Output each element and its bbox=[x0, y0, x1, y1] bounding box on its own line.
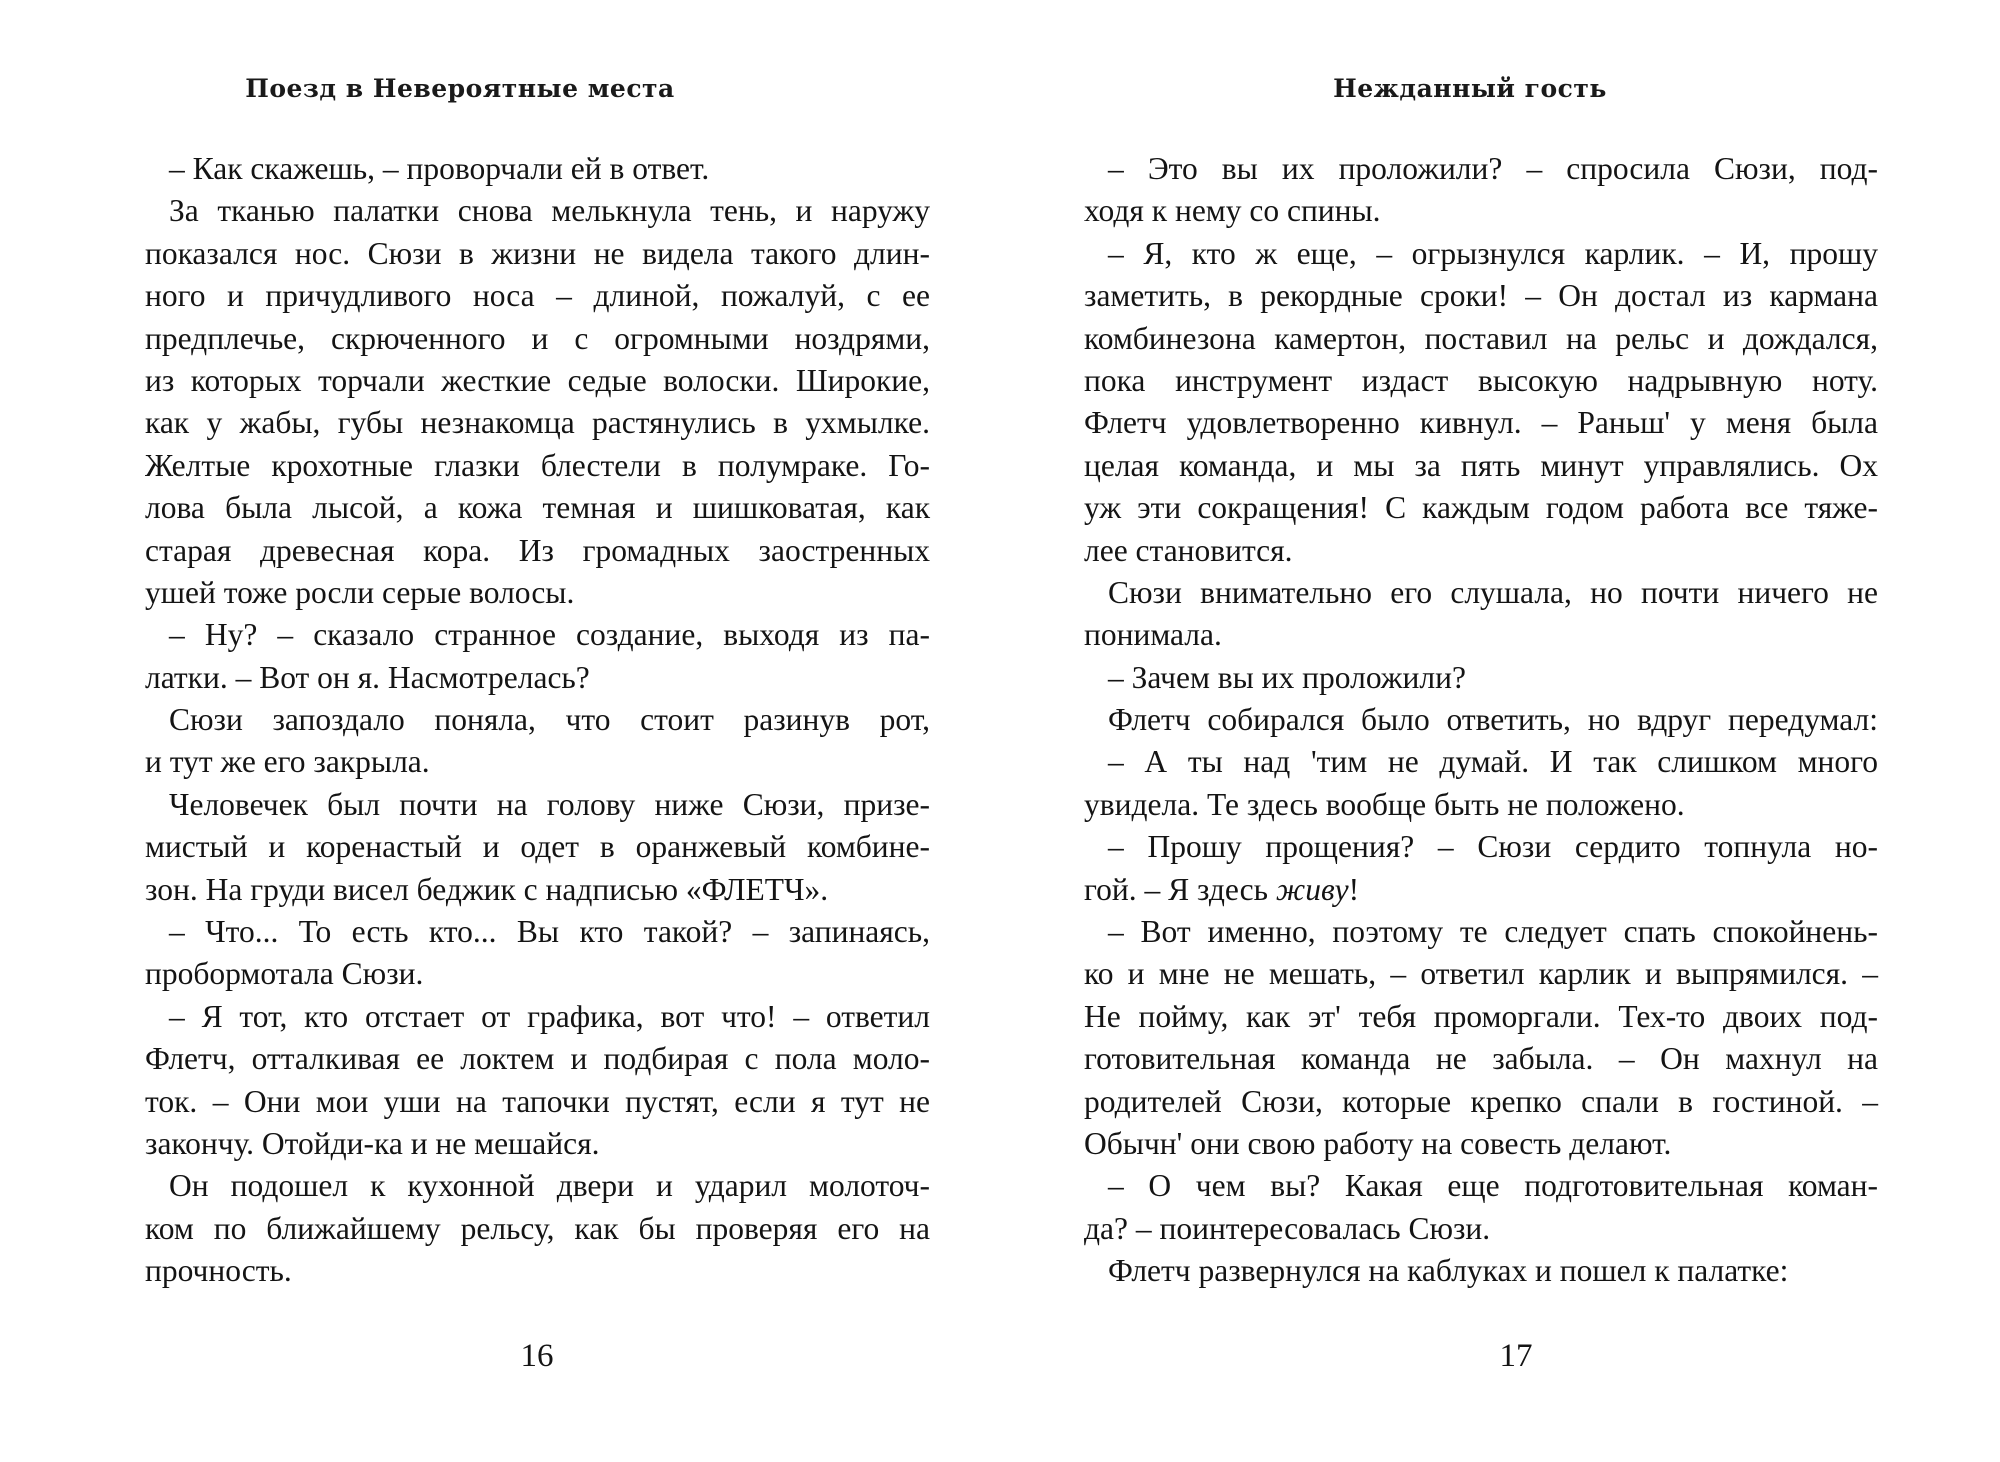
text-line: да? – поинтересовалась Сюзи. bbox=[1084, 1210, 1491, 1246]
text-line: – О чем вы? Какая еще подготовительная коман- bbox=[1108, 1168, 1878, 1204]
text-line: – Я тот, кто отстает от графика, вот что! – ответил bbox=[169, 998, 930, 1034]
left-page-number: 16 bbox=[520, 1338, 554, 1374]
text-line: ного и причудливого носа – длиной, пожалуй, с ее bbox=[145, 278, 930, 314]
text-line: – Это вы их проложили? – спросила Сюзи, под- bbox=[1108, 151, 1878, 186]
text-line: и тут же его закрыла. bbox=[145, 744, 430, 780]
text-line: лее становится. bbox=[1084, 532, 1293, 568]
text-line: Флетч удовлетворенно кивнул. – Раньш' у меня была bbox=[1084, 405, 1878, 441]
text-line: заметить, в рекордные сроки! – Он достал из кармана bbox=[1084, 278, 1878, 314]
text-line: Человечек был почти на голову ниже Сюзи, призе- bbox=[169, 786, 930, 822]
text-line: – Как скажешь, – проворчали ей в ответ. bbox=[169, 151, 710, 186]
text-line: – Я, кто ж еще, – огрызнулся карлик. – И, прошу bbox=[1108, 235, 1878, 271]
text-line: За тканью палатки снова мелькнула тень, и наружу bbox=[169, 193, 930, 229]
text-line: лова была лысой, а кожа темная и шишковатая, как bbox=[145, 490, 930, 526]
text-segment: ! bbox=[1348, 871, 1360, 907]
text-line: закончу. Отойди-ка и не мешайся. bbox=[145, 1125, 600, 1161]
text-line: старая древесная кора. Из громадных заостренных bbox=[145, 532, 930, 568]
left-running-head: Поезд в Невероятные места bbox=[245, 74, 675, 103]
text-line: Не пойму, как эт' тебя проморгали. Тех-то двоих под- bbox=[1084, 998, 1878, 1034]
text-line: ток. – Они мои уши на тапочки пустят, если я тут не bbox=[145, 1083, 930, 1119]
text-line: комбинезона камертон, поставил на рельс и дождался, bbox=[1084, 320, 1878, 356]
text-line: ком по ближайшему рельсу, как бы проверяя его на bbox=[145, 1210, 930, 1246]
text-line: ко и мне не мешать, – ответил карлик и выпрямился. – bbox=[1084, 956, 1878, 992]
text-line: зон. На груди висел беджик с надписью «ФЛЕТЧ». bbox=[145, 871, 829, 907]
text-line: Он подошел к кухонной двери и ударил молоточ- bbox=[169, 1168, 930, 1204]
text-line: понимала. bbox=[1084, 617, 1222, 653]
text-line: – Вот именно, поэтому те следует спать спокойнень- bbox=[1108, 914, 1878, 950]
text-line: Флетч собирался было ответить, но вдруг передумал: bbox=[1108, 702, 1878, 738]
text-line: мистый и коренастый и одет в оранжевый комбине- bbox=[145, 829, 930, 865]
text-line: ушей тоже росли серые волосы. bbox=[145, 574, 575, 610]
right-text-block bbox=[1084, 148, 1878, 1293]
text-line: пробормотала Сюзи. bbox=[145, 956, 424, 992]
left-text-block bbox=[145, 148, 930, 1293]
right-running-head: Нежданный гость bbox=[1333, 74, 1607, 103]
text-line: как у жабы, губы незнакомца растянулись в ухмылке. bbox=[145, 405, 930, 441]
text-line: Желтые крохотные глазки блестели в полумраке. Го- bbox=[145, 447, 930, 483]
text-line: уж эти сокращения! С каждым годом работа все тяже- bbox=[1084, 490, 1878, 526]
text-line: – Что... То есть кто... Вы кто такой? – запинаясь, bbox=[169, 914, 930, 950]
text-line: Обычн' они свою работу на совесть делают. bbox=[1084, 1125, 1672, 1161]
right-page-number: 17 bbox=[1499, 1338, 1533, 1374]
emphasis-word: живу bbox=[1275, 871, 1349, 907]
text-segment: гой. – Я здесь bbox=[1084, 871, 1276, 907]
text-line: Сюзи внимательно его слушала, но почти ничего не bbox=[1108, 574, 1878, 610]
text-line: показался нос. Сюзи в жизни не видела такого длин- bbox=[145, 235, 930, 271]
text-line: целая команда, и мы за пять минут управлялись. Ох bbox=[1084, 447, 1878, 483]
text-line: Флетч, отталкивая ее локтем и подбирая с пола моло- bbox=[145, 1041, 930, 1077]
text-line: прочность. bbox=[145, 1253, 292, 1289]
text-line: – Ну? – сказало странное создание, выходя из па- bbox=[169, 617, 930, 653]
text-line: родителей Сюзи, которые крепко спали в гостиной. – bbox=[1084, 1083, 1878, 1119]
right-page bbox=[1000, 0, 2000, 1462]
text-line: Флетч развернулся на каблуках и пошел к палатке: bbox=[1108, 1253, 1789, 1289]
text-line: пока инструмент издаст высокую надрывную ноту. bbox=[1084, 362, 1878, 398]
text-line: предплечье, скрюченного и с огромными ноздрями, bbox=[145, 320, 930, 356]
text-line: ходя к нему со спины. bbox=[1084, 193, 1381, 229]
text-line: латки. – Вот он я. Насмотрелась? bbox=[145, 659, 590, 695]
text-line: – Зачем вы их проложили? bbox=[1108, 659, 1466, 695]
text-line-with-emphasis bbox=[1084, 869, 1878, 911]
text-line: увидела. Те здесь вообще быть не положено. bbox=[1084, 786, 1685, 822]
text-line: – Прошу прощения? – Сюзи сердито топнула но- bbox=[1108, 829, 1878, 865]
text-line: готовительная команда не забыла. – Он махнул на bbox=[1084, 1041, 1878, 1077]
text-line: Сюзи запоздало поняла, что стоит разинув рот, bbox=[169, 702, 930, 738]
text-line: – А ты над 'тим не думай. И так слишком много bbox=[1108, 744, 1878, 780]
text-line: из которых торчали жесткие седые волоски. Широкие, bbox=[145, 362, 930, 398]
